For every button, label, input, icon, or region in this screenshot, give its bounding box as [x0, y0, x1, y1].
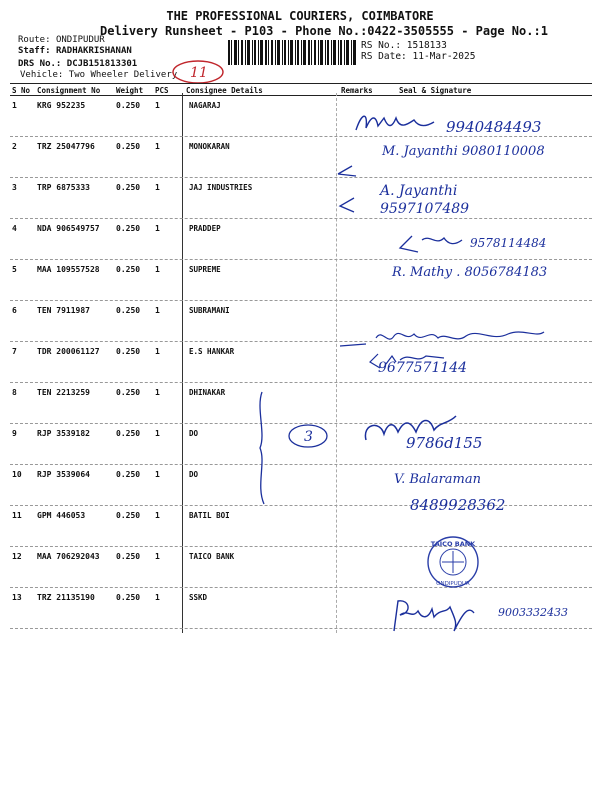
row-consignee: NAGARAJ — [189, 101, 221, 110]
row-pcs: 1 — [155, 429, 160, 438]
row-3-signature: A. Jayanthi 9597107489 — [380, 183, 470, 217]
row-weight: 0.250 — [116, 552, 141, 561]
row-sno: 2 — [12, 142, 17, 151]
row-consignment: TEN 2213259 — [37, 388, 90, 397]
header-rule-top — [10, 83, 592, 84]
col-sno: S No — [12, 86, 31, 95]
row-sno: 11 — [12, 511, 22, 520]
row-consignment: TRZ 25047796 — [37, 142, 95, 151]
row-sno: 5 — [12, 265, 17, 274]
row-11-phone: 8489928362 — [410, 496, 506, 514]
rs-number-label: RS No.: — [361, 40, 402, 51]
row-pcs: 1 — [155, 593, 160, 602]
row-pcs: 1 — [155, 470, 160, 479]
row-sno: 7 — [12, 347, 17, 356]
circled-three — [286, 422, 330, 450]
vehicle-line — [20, 70, 177, 80]
row-sno: 8 — [12, 388, 17, 397]
row-10-signature: V. Balaraman — [394, 472, 482, 487]
col-remarks: Remarks — [341, 86, 373, 95]
row-sno: 9 — [12, 429, 17, 438]
row-weight: 0.250 — [116, 470, 141, 479]
row-consignment: TDR 200061127 — [37, 347, 100, 356]
rs-number-value: 1518133 — [406, 40, 447, 51]
rs-date-line — [361, 51, 475, 62]
row-pcs: 1 — [155, 224, 160, 233]
row-consignment: TEN 7911987 — [37, 306, 90, 315]
row-consignment: MAA 109557528 — [37, 265, 100, 274]
rs-date-label: RS Date: — [361, 51, 407, 62]
vehicle-value: Two Wheeler Delivery — [68, 70, 178, 80]
row-sno: 12 — [12, 552, 22, 561]
vehicle-label: Vehicle: — [20, 70, 64, 80]
row-consignment: RJP 3539064 — [37, 470, 90, 479]
rs-date-value: 11-Mar-2025 — [412, 51, 476, 62]
row-sno: 10 — [12, 470, 22, 479]
row-weight: 0.250 — [116, 347, 141, 356]
row-consignment: GPM 446053 — [37, 511, 86, 520]
row-weight: 0.250 — [116, 511, 141, 520]
row-consignee: SUPREME — [189, 265, 221, 274]
row-consignee: TAICO BANK — [189, 552, 235, 561]
route-value: ONDIPUDUR — [55, 35, 105, 45]
row-pcs: 1 — [155, 101, 160, 110]
row-sno: 3 — [12, 183, 17, 192]
barcode-icon — [228, 40, 356, 65]
row-13-phone: 9003332433 — [498, 606, 568, 619]
row-sno: 4 — [12, 224, 17, 233]
table-row — [0, 547, 600, 588]
row-weight: 0.250 — [116, 593, 141, 602]
row-pcs: 1 — [155, 511, 160, 520]
row-pcs: 1 — [155, 552, 160, 561]
row-5-signature: R. Mathy . 8056784183 — [392, 265, 548, 280]
staff-label: Staff: — [18, 46, 51, 56]
rs-number-line — [361, 40, 447, 51]
row-sno: 1 — [12, 101, 17, 110]
row-sno: 13 — [12, 593, 22, 602]
route-label: Route: — [18, 35, 51, 45]
row-consignee: DO — [189, 470, 199, 479]
row-sno: 6 — [12, 306, 17, 315]
svg-text:TAICO BANK: TAICO BANK — [430, 540, 476, 548]
row-consignment: TRP 6875333 — [37, 183, 90, 192]
row-7-phone: 9677571144 — [378, 360, 468, 376]
row-consignment: KRG 952235 — [37, 101, 86, 110]
col-consignee: Consignee Details — [186, 86, 263, 95]
col-weight: Weight — [116, 86, 144, 95]
row-weight: 0.250 — [116, 224, 141, 233]
circled-mark — [168, 58, 228, 86]
route-line — [18, 35, 105, 45]
row-pcs: 1 — [155, 183, 160, 192]
circled-three-text: 3 — [304, 429, 313, 445]
check-mark-icon — [336, 196, 360, 214]
row-pcs: 1 — [155, 142, 160, 151]
row-consignee: SSKD — [189, 593, 208, 602]
row-consignee: E.S HANKAR — [189, 347, 235, 356]
drs-line — [18, 59, 137, 69]
row-weight: 0.250 — [116, 183, 141, 192]
table-row — [0, 465, 600, 506]
bracket-mark — [252, 388, 274, 508]
row-consignee: SUBRAMANI — [189, 306, 230, 315]
row-9-phone: 9786d155 — [406, 434, 483, 452]
staff-value: RADHAKRISHANAN — [55, 46, 132, 56]
row-consignee: DHINAKAR — [189, 388, 226, 397]
drs-value: DCJB151813301 — [66, 59, 138, 69]
drs-label: DRS No.: — [18, 59, 62, 69]
row-2-signature: M. Jayanthi 9080110008 — [382, 144, 545, 159]
signature-scribble — [396, 232, 468, 258]
signature-scribble — [352, 108, 442, 138]
row-weight: 0.250 — [116, 265, 141, 274]
row-4-phone: 9578114484 — [470, 236, 547, 250]
bank-stamp — [426, 535, 480, 589]
signature-scribble — [388, 595, 498, 635]
runsheet-title: Delivery Runsheet - P103 - Phone No.:0422-3505555 - Page No.:1 — [100, 24, 548, 38]
row-weight: 0.250 — [116, 101, 141, 110]
row-pcs: 1 — [155, 265, 160, 274]
col-pcs: PCS — [155, 86, 169, 95]
circled-mark-text: 11 — [190, 65, 208, 81]
row-pcs: 1 — [155, 347, 160, 356]
row-consignment: NDA 906549757 — [37, 224, 100, 233]
col-seal: Seal & Signature — [399, 86, 472, 95]
staff-line — [18, 46, 132, 56]
row-weight: 0.250 — [116, 388, 141, 397]
row-consignee: DO — [189, 429, 199, 438]
row-consignee: JAJ INDUSTRIES — [189, 183, 253, 192]
svg-text:ONDIPUDUR: ONDIPUDUR — [436, 581, 470, 587]
row-weight: 0.250 — [116, 306, 141, 315]
row-consignment: RJP 3539182 — [37, 429, 90, 438]
row-consignment: TRZ 21135190 — [37, 593, 95, 602]
row-weight: 0.250 — [116, 142, 141, 151]
table-row — [0, 383, 600, 424]
row-consignee: MONOKARAN — [189, 142, 230, 151]
row-1-phone: 9940484493 — [446, 118, 542, 136]
check-mark-icon — [334, 160, 364, 180]
col-consignment: Consignment No — [37, 86, 101, 95]
company-name: THE PROFESSIONAL COURIERS, COIMBATORE — [166, 9, 434, 23]
row-consignee: PRADDEP — [189, 224, 221, 233]
table-row — [0, 506, 600, 547]
row-weight: 0.250 — [116, 429, 141, 438]
row-divider — [10, 628, 592, 629]
row-consignment: MAA 706292043 — [37, 552, 100, 561]
row-consignee: BATIL BOI — [189, 511, 230, 520]
row-pcs: 1 — [155, 388, 160, 397]
row-pcs: 1 — [155, 306, 160, 315]
